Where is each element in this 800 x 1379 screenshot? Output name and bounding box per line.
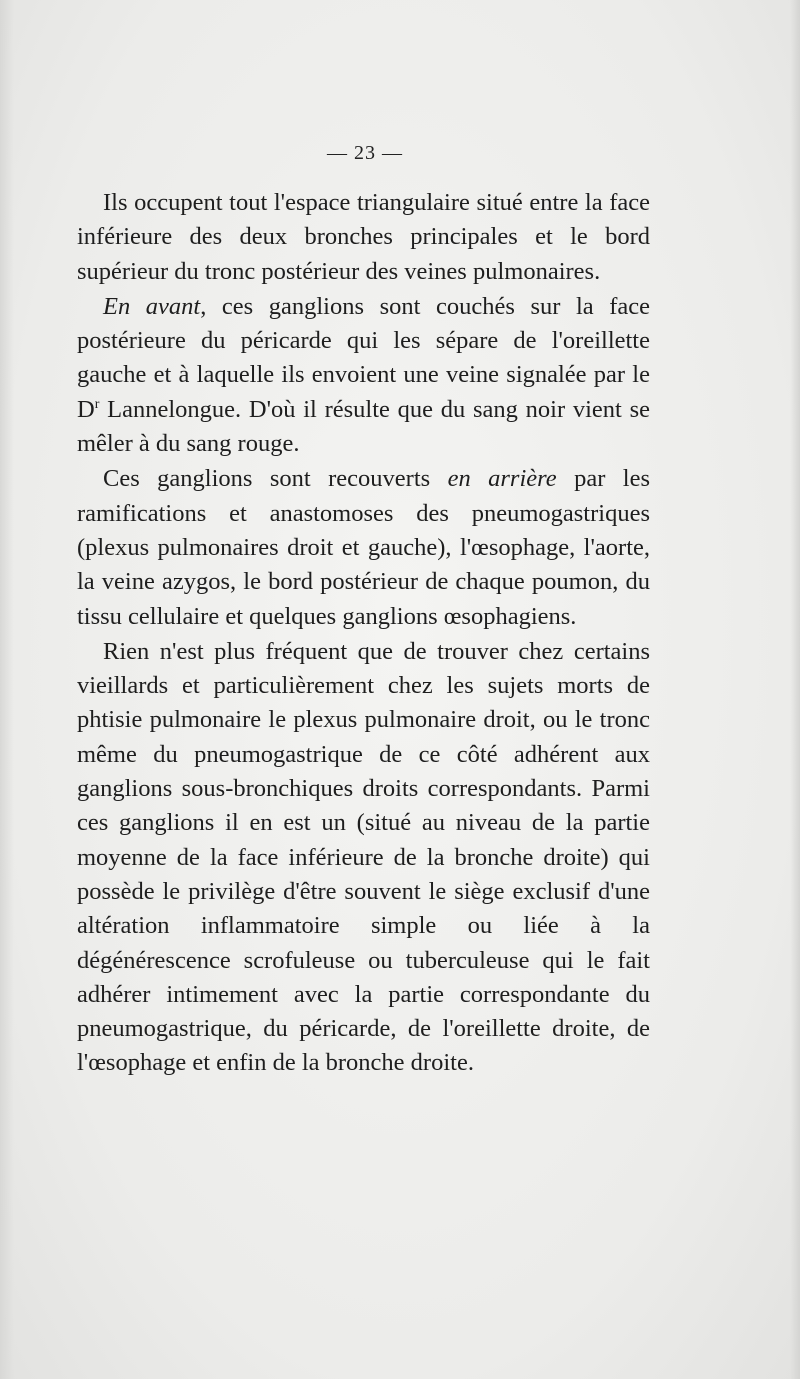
paragraph-text: par les ramifications et anastomoses des pneumogastriques (plexus pulmonaires droit et gauche), l'œsophage, l'aorte, la veine azygos, le bord postérieur de chaque poumon, du tissu cellulaire et quelques ganglions œsophagiens. [77,465,651,630]
page-edge-shadow-left [0,0,14,1379]
superscript-abbreviation: r [94,396,100,412]
paragraph [77,462,650,633]
paragraph-text: Ils occupent tout l'espace triangulaire situé entre la face inférieure des deux bronches principales et le bord supérieur du tronc postérieur des veines pulmonaires. [77,189,650,285]
paragraph-text: Lannelongue. D'où il résulte que du sang noir vient se mêler à du sang rouge. [77,395,650,458]
paragraph-text: , ces ganglions sont couchés sur la face postérieure du péricarde qui les sépare de l'oreillette gauche et à laquelle ils envoient une veine signalée par le D [77,292,650,423]
italic-phrase: En avant [103,292,201,320]
paragraph [77,290,650,461]
paragraph-text: Ces ganglions sont recouverts [103,465,448,493]
italic-phrase: en arrière [447,465,557,493]
paragraph [77,635,650,1081]
body-text [77,186,650,1081]
paragraph [77,186,650,289]
page-edge-shadow-right [790,0,800,1379]
paragraph-text: Rien n'est plus fréquent que de trouver chez certains vieillards et particulièrement chez les sujets morts de phtisie pulmonaire le plexus pulmonaire droit, ou le tronc même du pneumogastrique de ce côté adhérent aux ganglions sous-bronchiques droits correspondants. Parmi ces ganglions il en est un (situé au niveau de la partie moyenne de la face inférieure de la bronche droite) qui possède le privilège d'être souvent le siège exclusif d'une altération inflammatoire simple ou liée à la dégénérescence scrofuleuse ou tuberculeuse qui le fait adhérer intimement avec la partie correspondante du pneumogastrique, du péricarde, de l'oreillette droite, de l'œsophage et enfin de la bronche droite. [77,637,650,1077]
page-number: — 23 — [327,142,403,164]
